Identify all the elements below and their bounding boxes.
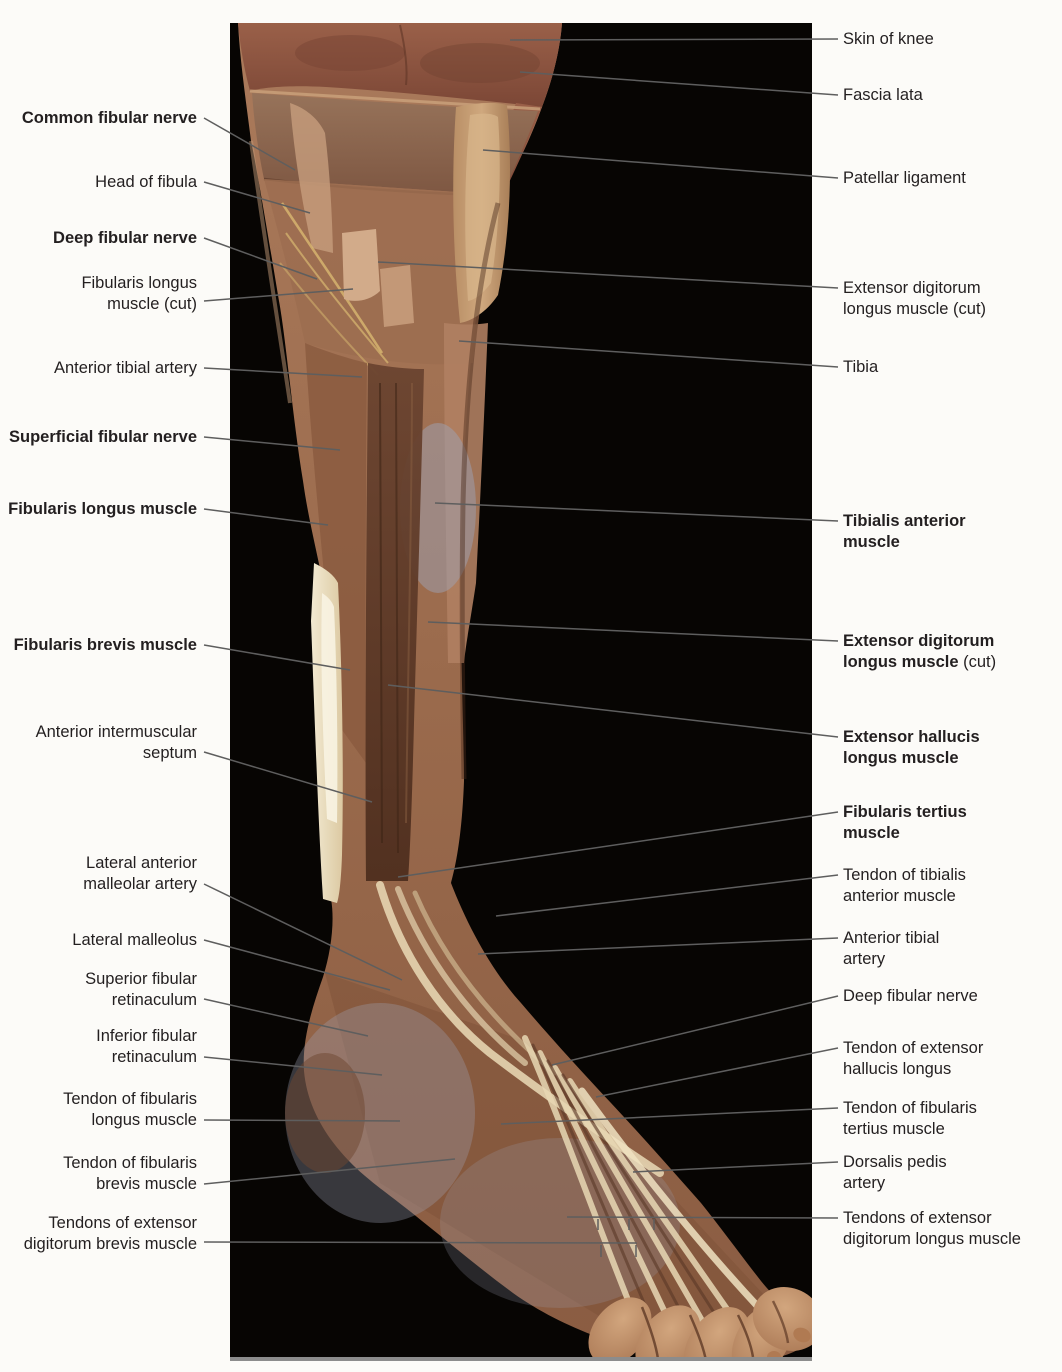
deep-fibular-nerve-right-label: [843, 986, 978, 1007]
fibularis-longus-muscle-cut-label: [81, 273, 197, 314]
label-line: Fascia lata: [843, 86, 923, 104]
extensor-hallucis-longus-muscle-label: [843, 727, 980, 768]
fibularis-tertius-muscle-label: [843, 802, 967, 843]
lateral-anterior-malleolar-artery-label: [83, 853, 197, 894]
label-line: Deep fibular nerve: [53, 229, 197, 247]
label-line: Superior fibular: [85, 970, 197, 988]
label-line: Tendons of extensor: [843, 1209, 992, 1227]
fibularis-longus-muscle-label: [8, 499, 197, 520]
tibialis-anterior-muscle-label: [843, 511, 966, 552]
label-line: digitorum longus muscle: [843, 1229, 1021, 1248]
label-line: Anterior tibial artery: [53, 359, 197, 377]
common-fibular-nerve-label: [22, 108, 197, 129]
label-line: artery: [843, 1173, 886, 1192]
tendon-of-tibialis-anterior-muscle-label: [843, 865, 966, 906]
label-line: Tendon of extensor: [843, 1039, 984, 1057]
label-line: malleolar artery: [83, 874, 197, 893]
label-line: Dorsalis pedis: [843, 1153, 947, 1171]
label-line: anterior muscle: [843, 886, 956, 905]
label-line: Fibularis brevis muscle: [13, 636, 197, 654]
label-line: Lateral anterior: [86, 854, 197, 872]
label-line: artery: [843, 949, 886, 968]
anterior-intermuscular-septum-label: [36, 722, 197, 763]
label-line: septum: [142, 743, 197, 762]
label-line: longus muscle (cut): [843, 299, 987, 318]
label-line: Anterior tibial: [843, 929, 940, 947]
label-line: Head of fibula: [95, 173, 197, 191]
label-line: muscle: [843, 532, 900, 551]
extensor-digitorum-longus-muscle-cut-label: [843, 278, 986, 319]
dorsalis-pedis-artery-label: [843, 1152, 947, 1193]
label-line: Tendons of extensor: [48, 1214, 197, 1232]
label-line: Extensor hallucis: [843, 728, 980, 746]
tendon-of-extensor-hallucis-longus-label: [843, 1038, 983, 1079]
label-line: Inferior fibular: [96, 1027, 197, 1045]
photo-bottom-border: [230, 1357, 812, 1361]
label-line: Tendon of fibularis: [843, 1099, 977, 1117]
label-line: hallucis longus: [843, 1059, 952, 1078]
dissection-photo-art: [230, 23, 812, 1361]
label-line: longus muscle: [843, 748, 959, 767]
tibia-label: [843, 357, 878, 378]
label-line: tertius muscle: [843, 1119, 945, 1138]
label-line: longus muscle (cut): [843, 652, 997, 671]
tendons-of-extensor-digitorum-longus-muscle-label: [843, 1208, 1021, 1249]
extensor-digitorum-longus-muscle-cut-bold-label: [843, 631, 996, 672]
label-line: Superficial fibular nerve: [9, 428, 197, 446]
label-line: Fibularis longus: [81, 274, 197, 292]
label-line: Tendon of tibialis: [843, 866, 966, 884]
label-line: retinaculum: [111, 1047, 197, 1066]
tendon-of-fibularis-longus-muscle-label: [63, 1089, 197, 1130]
label-line: Fibularis longus muscle: [8, 500, 197, 518]
inferior-fibular-retinaculum-label: [96, 1026, 197, 1067]
label-line: Extensor digitorum: [843, 279, 981, 297]
superficial-fibular-nerve-label: [9, 427, 197, 448]
label-line: Extensor digitorum: [843, 632, 995, 650]
tendons-of-extensor-digitorum-brevis-muscle-label: [24, 1213, 197, 1254]
tendon-of-fibularis-brevis-muscle-label: [63, 1153, 197, 1194]
label-line: Tendon of fibularis: [63, 1090, 197, 1108]
label-line: Anterior intermuscular: [35, 723, 197, 741]
label-line: Skin of knee: [843, 30, 934, 48]
superior-fibular-retinaculum-label: [85, 969, 197, 1010]
dissection-photo: [230, 23, 812, 1361]
label-line: Fibularis tertius: [843, 803, 967, 821]
tendon-of-fibularis-tertius-muscle-label: [843, 1098, 977, 1139]
fascia-lata-label: [843, 85, 923, 106]
deep-fibular-nerve-label: [53, 228, 197, 249]
label-line: muscle: [843, 823, 900, 842]
head-of-fibula-label: [95, 172, 197, 193]
anterior-tibial-artery-right-label: [843, 928, 939, 969]
skin-of-knee-label: [843, 29, 934, 50]
label-line: Deep fibular nerve: [843, 987, 978, 1005]
lateral-malleolus-label: [72, 930, 197, 951]
label-line: Common fibular nerve: [21, 109, 197, 127]
label-line: Tibia: [843, 358, 879, 376]
label-line: muscle (cut): [107, 294, 197, 313]
label-line: longus muscle: [91, 1110, 197, 1129]
fibularis-brevis-muscle-label: [14, 635, 197, 656]
anterior-tibial-artery-left-label: [54, 358, 197, 379]
label-line: Tendon of fibularis: [63, 1154, 197, 1172]
label-line: Lateral malleolus: [72, 931, 197, 949]
label-line: Patellar ligament: [843, 169, 966, 187]
label-line: Tibialis anterior: [843, 512, 966, 530]
label-line: retinaculum: [111, 990, 197, 1009]
patellar-ligament-label: [843, 168, 966, 189]
label-line: digitorum brevis muscle: [23, 1234, 197, 1253]
label-line: brevis muscle: [96, 1174, 197, 1193]
